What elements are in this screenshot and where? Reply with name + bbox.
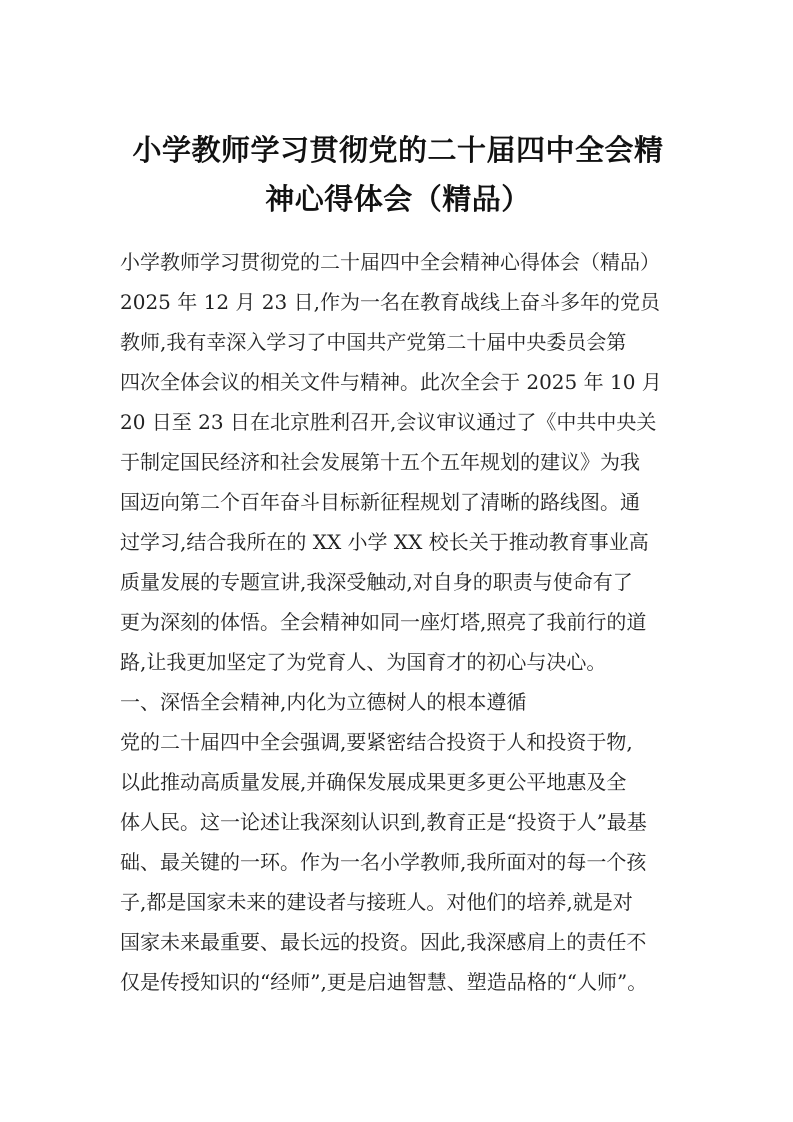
- body-line: 国迈向第二个百年奋斗目标新征程规划了清晰的路线图。通: [120, 490, 640, 514]
- body-line: 小学教师学习贯彻党的二十届四中全会精神心得体会（精品）: [120, 250, 660, 274]
- body-line: 过学习,结合我所在的 XX 小学 XX 校长关于推动教育事业高: [120, 530, 649, 554]
- body-line: 础、最关键的一环。作为一名小学教师,我所面对的每一个孩: [120, 850, 647, 874]
- body-line: 2025 年 12 月 23 日,作为一名在教育战线上奋斗多年的党员: [120, 290, 660, 314]
- body-line: 体人民。这一论述让我深刻认识到,教育正是“投资于人”最基: [120, 810, 647, 834]
- body-line: 仅是传授知识的“经师”,更是启迪智慧、塑造品格的“人师”。: [120, 970, 648, 994]
- document-title-line-1: 小学教师学习贯彻党的二十届四中全会精: [132, 133, 664, 167]
- body-line: 教师,我有幸深入学习了中国共产党第二十届中央委员会第: [120, 330, 627, 354]
- body-line: 于制定国民经济和社会发展第十五个五年规划的建议》为我: [120, 450, 640, 474]
- body-line: 路,让我更加坚定了为党育人、为国育才的初心与决心。: [120, 650, 607, 674]
- body-line: 四次全体会议的相关文件与精神。此次全会于 2025 年 10 月: [120, 370, 662, 394]
- body-line: 党的二十届四中全会强调,要紧密结合投资于人和投资于物,: [120, 730, 633, 754]
- body-line: 质量发展的专题宣讲,我深受触动,对自身的职责与使命有了: [120, 570, 633, 594]
- body-line: 以此推动高质量发展,并确保发展成果更多更公平地惠及全: [120, 770, 627, 794]
- body-line: 20 日至 23 日在北京胜利召开,会议审议通过了《中共中央关: [120, 410, 657, 434]
- body-line: 国家未来最重要、最长远的投资。因此,我深感肩上的责任不: [120, 930, 647, 954]
- body-line: 子,都是国家未来的建设者与接班人。对他们的培养,就是对: [120, 890, 633, 914]
- document-title-line-2: 神心得体会（精品）: [265, 182, 531, 216]
- section-heading: 一、深悟全会精神,内化为立德树人的根本遵循: [120, 690, 527, 714]
- body-line: 更为深刻的体悟。全会精神如同一座灯塔,照亮了我前行的道: [120, 610, 647, 634]
